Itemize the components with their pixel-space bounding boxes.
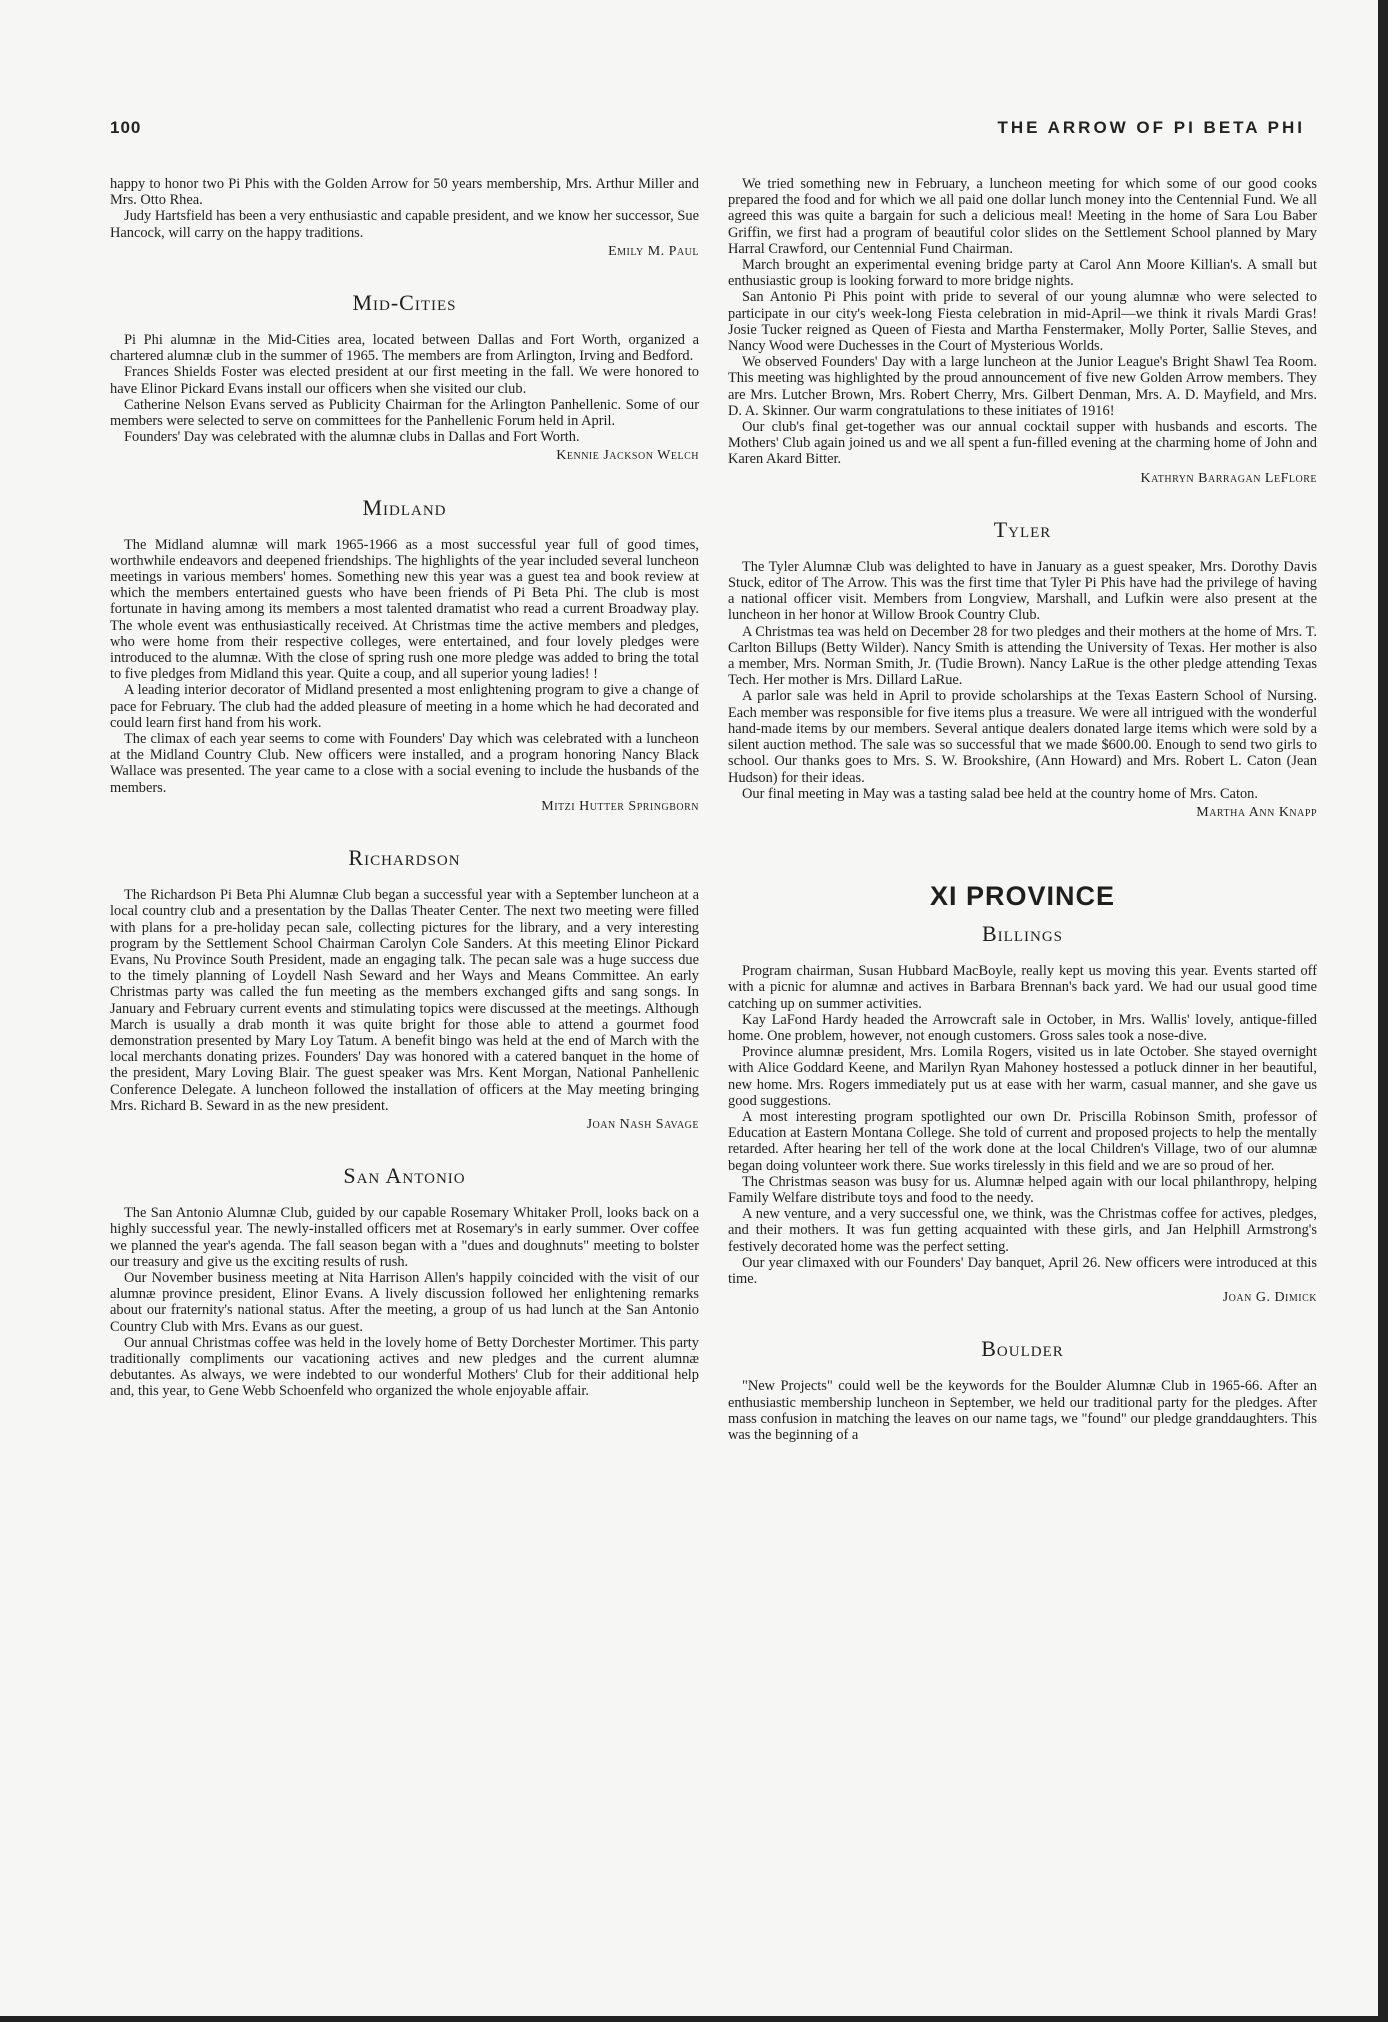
paragraph: Pi Phi alumnæ in the Mid-Cities area, located between Dallas and Fort Worth, organized a chartered alumnæ club in the summer of 1965. The members are from Arlington, Irving and Bedford.: [110, 332, 699, 365]
paragraph: happy to honor two Pi Phis with the Golden Arrow for 50 years membership, Mrs. Arthur Miller and Mrs. Otto Rhea.: [110, 176, 699, 209]
section-heading-richardson: Richardson: [348, 845, 461, 871]
paragraph: A Christmas tea was held on December 28 for two pledges and their mothers at the home of Mrs. T. Carlton Billups (Betty Wilder). Nancy Smith is attending the University of Texas. Her mother is also a member, Mrs. Norman Smith, Jr. (Tudie Brown). Nancy LaRue is the other pledge attending Texas Tech. Her mother is Mrs. Dillard LaRue.: [728, 623, 1317, 689]
paragraph: A leading interior decorator of Midland presented a most enlightening program to give a change of pace for February. The club had the added pleasure of meeting in a home which he had decorated and could learn first hand from his work.: [110, 682, 699, 731]
section-heading-mid-cities: Mid-Cities: [352, 290, 457, 316]
paragraph: A parlor sale was held in April to provide scholarships at the Texas Eastern School of Nursing. Each member was responsible for five items plus a treasure. We were all intrigued with the wonderful hand-made items by our members. Several antique dealers donated large items which were sold by a silent auction method. The sale was so successful that we made $600.00. Enough to send two girls to school. Our thanks goes to Mrs. S. W. Brookshire, (Ann Howard) and Mrs. Robert L. Caton (Jean Hudson) for their ideas.: [728, 688, 1317, 786]
paragraph: Our year climaxed with our Founders' Day banquet, April 26. New officers were introduced at this time.: [728, 1254, 1317, 1287]
section-heading-billings: Billings: [982, 921, 1063, 947]
paragraph: Our final meeting in May was a tasting salad bee held at the country home of Mrs. Caton.: [742, 785, 1258, 802]
paragraph: March brought an experimental evening bridge party at Carol Ann Moore Killian's. A small but enthusiastic group is looking forward to more bridge nights.: [728, 257, 1317, 290]
section-heading-midland: Midland: [362, 494, 447, 520]
paragraph: Program chairman, Susan Hubbard MacBoyle, really kept us moving this year. Events started off with a picnic for alumnæ and actives in Barbara Brennan's back yard. We had our usual good time catching up on summer activities.: [728, 963, 1317, 1012]
signature: Joan Nash Savage: [586, 1116, 699, 1132]
paragraph: A new venture, and a very successful one, we think, was the Christmas coffee for actives, pledges, and their mothers. It was fun getting acquainted with these girls, and Jan Helphill Armstrong's festively decorated home was the perfect setting.: [728, 1206, 1317, 1255]
paragraph: Catherine Nelson Evans served as Publicity Chairman for the Arlington Panhellenic. Some of our members were selected to serve on committees for the Panhellenic Forum held in April.: [110, 396, 699, 430]
province-heading: XI PROVINCE: [929, 881, 1116, 912]
paragraph: San Antonio Pi Phis point with pride to several of our young alumnæ who were selected to participate in our city's week-long Fiesta celebration in mid-April—we think it rivals Mardi Gras! Josie Tucker reigned as Queen of Fiesta and Martha Fenstermaker, Molly Porter, Sallie Steves, and Nancy Wood were Duchesses in the Court of Mysterious Worlds.: [728, 289, 1317, 355]
signature: Emily M. Paul: [608, 243, 699, 259]
paragraph: The climax of each year seems to come with Founders' Day which was celebrated with a luncheon at the Midland Country Club. New officers were installed, and a program honoring Nancy Black Wallace was presented. The year came to a close with a social evening to include the husbands of the members.: [110, 731, 699, 796]
paragraph: Our club's final get-together was our annual cocktail supper with husbands and escorts. The Mothers' Club again joined us and we all spent a fun-filled evening at the charming home of John and Karen Akard Bitter.: [728, 419, 1317, 468]
paragraph: Our November business meeting at Nita Harrison Allen's happily coincided with the visit of our alumnæ province president, Elinor Evans. A lively discussion followed her enlightening remarks about our fraternity's national status. After the meeting, a group of us had lunch at the San Antonio Country Club with Mrs. Evans as our guest.: [110, 1269, 699, 1335]
page-number: 100: [110, 118, 142, 137]
right-column: [728, 176, 1317, 1443]
paragraph: The Christmas season was busy for us. Alumnæ helped again with our local philanthropy, helping Family Welfare distribute toys and food to the needy.: [728, 1173, 1317, 1206]
paragraph: A most interesting program spotlighted our own Dr. Priscilla Robinson Smith, professor of Education at Eastern Montana College. She told of current and proposed projects to help the mentally retarded. After hearing her tell of the work done at the local Children's Village, two of our alumnæ began doing volunteer work there. Sue works tirelessly in this field and we are so proud of her.: [728, 1108, 1317, 1174]
signature: Kennie Jackson Welch: [556, 448, 699, 464]
left-column: [110, 176, 699, 1400]
signature: Joan G. Dimick: [1222, 1290, 1317, 1306]
signature: Martha Ann Knapp: [1196, 804, 1317, 820]
paragraph: Our annual Christmas coffee was held in the lovely home of Betty Dorchester Mortimer. This party traditionally compliments our vacationing actives and new pledges and the current alumnæ debutantes. As always, we were indebted to our wonderful Mothers' Club for their additional help and, this year, to Gene Webb Schoenfeld who organized the whole enjoyable affair.: [110, 1334, 699, 1400]
paragraph: Founders' Day was celebrated with the alumnæ clubs in Dallas and Fort Worth.: [124, 429, 580, 446]
paragraph: The San Antonio Alumnæ Club, guided by our capable Rosemary Whitaker Proll, looks back on a highly successful year. The newly-installed officers met at Rosemary's in early summer. Over coffee we planned the year's agenda. The fall season began with a "dues and doughnuts" meeting to bolster our treasury and give us the exciting results of rush.: [110, 1205, 699, 1270]
signature: Mitzi Hutter Springborn: [541, 798, 699, 814]
paragraph: Frances Shields Foster was elected president at our first meeting in the fall. We were honored to have Elinor Pickard Evans install our officers when she visited our club.: [110, 364, 699, 397]
signature: Kathryn Barragan LeFlore: [1140, 470, 1317, 486]
section-heading-boulder: Boulder: [981, 1336, 1064, 1362]
paragraph: We tried something new in February, a luncheon meeting for which some of our good cooks prepared the food and for which we all paid one dollar lunch money into the Centennial Fund. We all agreed this was quite a bargain for such a delicious meal! Meeting in the home of Sara Lou Baber Griffin, we first had a program of beautiful color slides on the Settlement School planned by Mary Harral Crawford, our Centennial Fund Chairman.: [728, 176, 1317, 257]
section-heading-tyler: Tyler: [993, 516, 1052, 542]
paragraph: The Richardson Pi Beta Phi Alumnæ Club began a successful year with a September luncheon at a local country club and a presentation by the Dallas Theater Center. The next two meeting were filled with plans for a pre-holiday pecan sale, collecting pictures for the library, and a very interesting program by the Settlement School Chairman Carolyn Cole Sanders. At this meeting Elinor Pickard Evans, Nu Province South President, made an engaging talk. The pecan sale was a huge success due to the timely planning of Loydell Nash Seward and her Ways and Means Committee. An early Christmas party was called the fun meeting as the members exchanged gifts and sang songs. In January and February current events and stimulating topics were discussed at the meetings. Although March is usually a drab month it was quite bright for those able to attend a gourmet food demonstration presented by Mary Loy Tatum. A benefit bingo was held at the end of March with the local merchants donating prizes. Founders' Day was honored with a catered banquet in the home of the president, Mary Loving Blair. The guest speaker was Mrs. Kent Morgan, National Panhellenic Conference Delegate. A luncheon followed the installation of officers at the May meeting bringing Mrs. Richard B. Seward in as the new president.: [110, 887, 699, 1114]
paragraph: The Tyler Alumnæ Club was delighted to have in January as a guest speaker, Mrs. Dorothy Davis Stuck, editor of The Arrow. This was the first time that Tyler Pi Phis have had the privilege of having a national officer visit. Members from Longview, Marshall, and Lufkin were also present at the luncheon in her honor at Willow Brook Country Club.: [728, 558, 1317, 624]
paragraph: Province alumnæ president, Mrs. Lomila Rogers, visited us in late October. She stayed overnight with Alice Goddard Keene, and Marilyn Ryan Mahoney hostessed a potluck dinner in her beautiful, new home. Mrs. Rogers immediately put us at ease with her warm, casual manner, and she gave us good suggestions.: [728, 1044, 1317, 1109]
paragraph: Kay LaFond Hardy headed the Arrowcraft sale in October, in Mrs. Wallis' lovely, antique-filled home. One problem, however, not enough customers. Gross sales took a nose-dive.: [728, 1011, 1317, 1044]
paragraph: Judy Hartsfield has been a very enthusiastic and capable president, and we know her successor, Sue Hancock, will carry on the happy traditions.: [110, 208, 699, 241]
paragraph: We observed Founders' Day with a large luncheon at the Junior League's Bright Shawl Tea Room. This meeting was highlighted by the proud announcement of five new Golden Arrow members. They are Mrs. Lutcher Brown, Mrs. Robert Cherry, Mrs. Gilbert Denman, Mrs. A. D. Mayfield, and Mrs. D. A. Skinner. Our warm congratulations to these initiates of 1916!: [728, 354, 1317, 419]
section-heading-san-antonio: San Antonio: [343, 1163, 466, 1189]
running-head: THE ARROW OF PI BETA PHI: [997, 118, 1305, 137]
paragraph: The Midland alumnæ will mark 1965-1966 as a most successful year full of good times, worthwhile endeavors and deepened friendships. The highlights of the year included several luncheon meetings in various members' homes. Something new this year was a guest tea and book review at which the members entertained guests who have been friends of Pi Beta Phi. The club is most fortunate in having among its members a most talented dramatist who read a current Broadway play. The whole event was enthusiastically received. At Christmas time the active members and pledges, who were home from their respective colleges, were entertained, and four lovely pledges were introduced to the alumnæ. With the close of spring rush one more pledge was added to bring the total to five pledges from Midland this year. Quite a coup, and all superior young ladies! !: [110, 536, 699, 683]
paragraph: "New Projects" could well be the keywords for the Boulder Alumnæ Club in 1965-66. After an enthusiastic membership luncheon in September, we held our traditional party for the pledges. After mass confusion in matching the leaves on our name tags, we "found" our pledge granddaughters. This was the beginning of a: [728, 1378, 1317, 1443]
